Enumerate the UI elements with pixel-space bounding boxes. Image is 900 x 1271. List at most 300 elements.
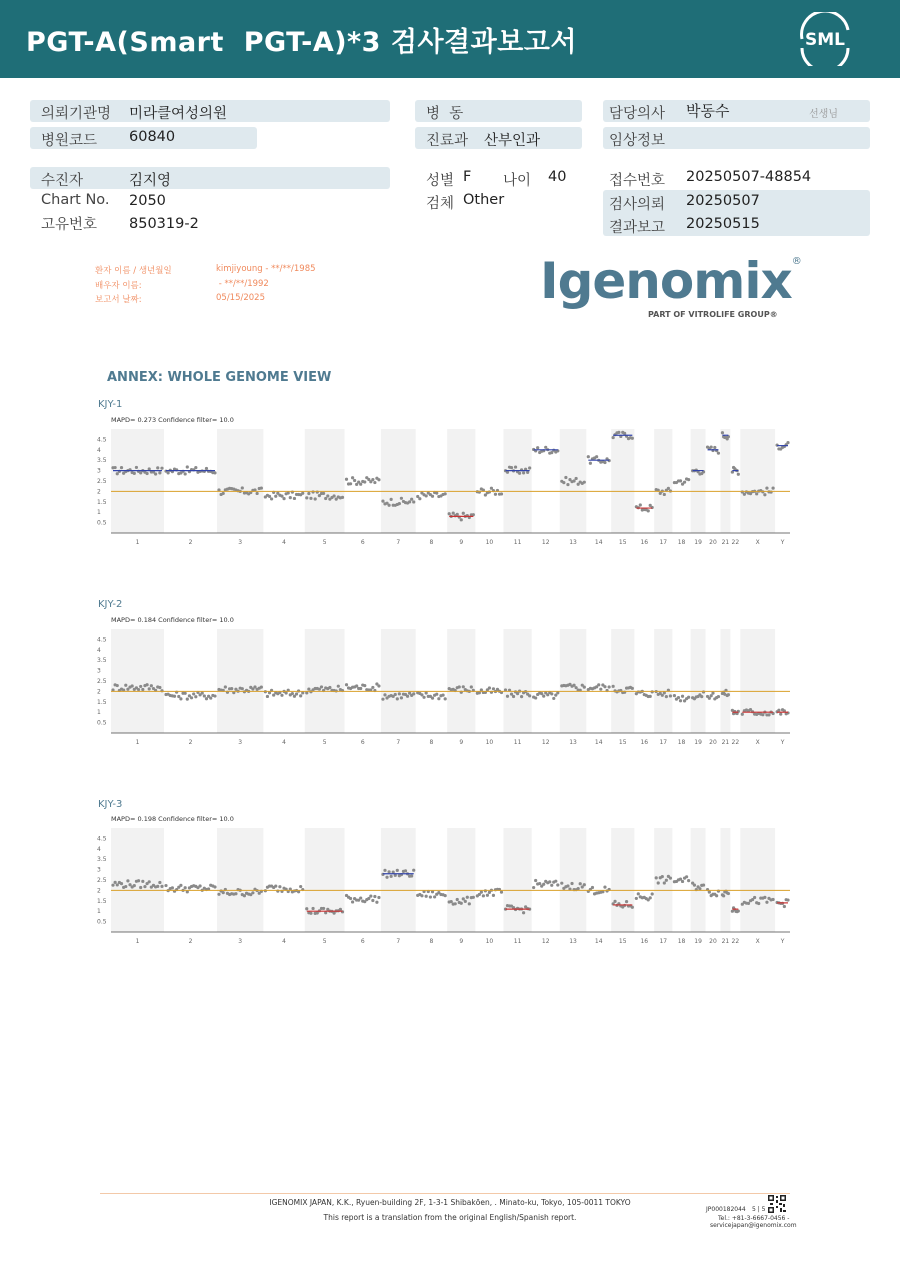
data-point	[741, 713, 744, 716]
x-tick-label: 14	[594, 539, 603, 546]
data-point	[201, 691, 204, 694]
data-point	[528, 694, 531, 697]
data-point	[311, 907, 314, 910]
data-point	[137, 688, 140, 691]
data-point	[710, 445, 713, 448]
data-point	[631, 437, 634, 440]
chromosome-band	[381, 629, 416, 733]
data-point	[510, 466, 513, 469]
data-point	[345, 683, 348, 686]
data-point	[657, 881, 660, 884]
data-point	[488, 686, 491, 689]
meta-patient-label: 환자 이름 / 생년월일	[95, 266, 172, 276]
meta-spouse-label: 배우자 이름:	[95, 281, 142, 291]
doctor-label: 담당의사	[609, 106, 666, 122]
igenomix-logo-text: Igenomix	[540, 252, 792, 310]
data-point	[722, 894, 725, 897]
data-point	[550, 692, 553, 695]
data-point	[337, 685, 340, 688]
hospital-code-label: 병원코드	[41, 133, 98, 149]
data-point	[435, 693, 438, 696]
x-tick-label: 12	[541, 539, 550, 546]
data-point	[332, 494, 335, 497]
data-point	[649, 695, 652, 698]
data-point	[482, 894, 485, 897]
data-point	[635, 897, 638, 900]
data-point	[156, 885, 159, 888]
x-tick-label: 12	[541, 938, 550, 945]
x-tick-label: 20	[709, 739, 717, 746]
x-tick-label: 1	[135, 938, 140, 945]
data-point	[572, 479, 575, 482]
data-point	[506, 695, 509, 698]
data-point	[599, 688, 602, 691]
data-point	[667, 487, 670, 490]
data-point	[410, 874, 413, 877]
data-point	[526, 471, 529, 474]
data-point	[589, 462, 592, 465]
chromosome-band	[503, 828, 531, 932]
x-tick-label: 4	[282, 539, 286, 546]
y-tick-label: 3	[97, 467, 101, 475]
y-tick-label: 3	[97, 667, 101, 675]
data-point	[126, 879, 129, 882]
data-point	[651, 690, 654, 693]
data-point	[540, 692, 543, 695]
y-tick-label: 1.5	[97, 498, 107, 506]
data-point	[462, 512, 465, 515]
data-point	[717, 695, 720, 698]
data-point	[186, 698, 189, 701]
chart-2-subtitle: MAPD= 0.184 Confidence filter= 10.0	[111, 616, 234, 624]
data-point	[786, 898, 789, 901]
data-point	[305, 496, 308, 499]
data-point	[583, 685, 586, 688]
data-point	[213, 471, 216, 474]
data-point	[663, 493, 666, 496]
data-point	[322, 492, 325, 495]
request-value: 20250507	[686, 193, 760, 209]
data-point	[617, 431, 620, 434]
data-point	[141, 880, 144, 883]
data-point	[528, 466, 531, 469]
x-tick-label: 9	[459, 938, 464, 945]
data-point	[396, 869, 399, 872]
chromosome-band	[611, 828, 634, 932]
data-point	[282, 497, 285, 500]
data-point	[371, 478, 374, 481]
data-point	[295, 692, 298, 695]
data-point	[158, 471, 161, 474]
id-value: 850319-2	[129, 216, 199, 232]
data-point	[702, 883, 705, 886]
data-point	[274, 885, 277, 888]
data-point	[542, 694, 545, 697]
x-tick-label: 6	[360, 739, 365, 746]
data-point	[359, 483, 362, 486]
x-tick-label: 15	[618, 739, 627, 746]
specimen-value: Other	[463, 192, 505, 208]
chart-no-value: 2050	[129, 193, 166, 209]
x-tick-label: 3	[238, 938, 243, 945]
x-tick-label: 11	[513, 938, 522, 945]
x-tick-label: 22	[731, 739, 740, 746]
x-tick-label: 2	[188, 539, 193, 546]
chromosome-band	[503, 629, 531, 733]
data-point	[341, 496, 344, 499]
data-point	[661, 694, 664, 697]
x-tick-label: 4	[282, 938, 286, 945]
data-point	[702, 690, 705, 693]
data-point	[717, 452, 720, 455]
data-point	[184, 472, 187, 475]
x-tick-label: 14	[594, 739, 603, 746]
data-point	[377, 478, 380, 481]
report-value: 20250515	[686, 216, 760, 232]
data-point	[552, 697, 555, 700]
data-point	[293, 497, 296, 500]
data-point	[412, 500, 415, 503]
data-point	[468, 902, 471, 905]
data-point	[747, 902, 750, 905]
data-point	[373, 481, 376, 484]
data-point	[665, 695, 668, 698]
chromosome-band	[611, 629, 634, 733]
data-point	[280, 495, 283, 498]
data-point	[536, 446, 539, 449]
chromosome-band	[111, 429, 164, 533]
y-tick-label: 0.5	[97, 918, 107, 926]
meta-date-label: 보고서 날짜:	[95, 295, 142, 305]
data-point	[681, 880, 684, 883]
data-point	[371, 899, 374, 902]
doctor-value: 박동수	[686, 102, 730, 120]
data-point	[753, 896, 756, 899]
y-tick-label: 2.5	[97, 877, 107, 884]
data-point	[158, 686, 161, 689]
data-point	[737, 473, 740, 476]
qr-code-icon	[767, 1194, 787, 1214]
x-tick-label: 16	[640, 739, 649, 746]
data-point	[410, 498, 413, 501]
data-point	[677, 696, 680, 699]
data-point	[542, 883, 545, 886]
data-point	[251, 891, 254, 894]
data-point	[532, 886, 535, 889]
data-point	[480, 891, 483, 894]
data-point	[371, 686, 374, 689]
data-point	[205, 467, 208, 470]
y-tick-label: 2.5	[97, 478, 107, 485]
data-point	[154, 472, 157, 475]
data-point	[137, 879, 140, 882]
sml-logo	[796, 12, 854, 66]
request-label: 검사의뢰	[609, 197, 666, 213]
x-tick-label: Y	[780, 539, 785, 546]
data-point	[711, 692, 714, 695]
meta-spouse-value: - **/**/1992	[216, 279, 269, 289]
x-tick-label: 7	[396, 938, 401, 945]
x-tick-label: 22	[731, 938, 740, 945]
data-point	[412, 692, 415, 695]
data-point	[311, 490, 314, 493]
data-point	[431, 495, 434, 498]
receipt-value: 20250507-48854	[686, 169, 812, 185]
data-point	[613, 900, 616, 903]
data-point	[429, 895, 432, 898]
data-point	[274, 495, 277, 498]
data-point	[786, 441, 789, 444]
x-tick-label: 18	[677, 938, 686, 945]
data-point	[309, 912, 312, 915]
data-point	[230, 687, 233, 690]
data-point	[124, 885, 127, 888]
x-tick-label: 22	[731, 539, 740, 546]
data-point	[160, 885, 163, 888]
chromosome-band	[217, 629, 263, 733]
data-point	[556, 883, 559, 886]
data-point	[280, 694, 283, 697]
data-point	[603, 685, 606, 688]
x-tick-label: 7	[396, 739, 401, 746]
data-point	[320, 685, 323, 688]
data-point	[124, 684, 127, 687]
x-tick-label: 9	[459, 739, 464, 746]
data-point	[765, 487, 768, 490]
data-point	[260, 685, 263, 688]
x-tick-label: 15	[618, 539, 627, 546]
data-point	[120, 466, 123, 469]
clinical-label: 임상정보	[609, 133, 666, 149]
data-point	[171, 886, 174, 889]
data-point	[669, 876, 672, 879]
y-tick-label: 1	[97, 709, 101, 717]
data-point	[562, 481, 565, 484]
y-tick-label: 1	[97, 908, 101, 916]
y-tick-label: 2	[97, 688, 101, 696]
data-point	[458, 685, 461, 688]
data-point	[661, 875, 664, 878]
data-point	[441, 693, 444, 696]
data-point	[383, 869, 386, 872]
data-point	[351, 900, 354, 903]
data-point	[314, 497, 317, 500]
data-point	[179, 697, 182, 700]
data-point	[349, 897, 352, 900]
data-point	[655, 876, 658, 879]
data-point	[369, 894, 372, 897]
chromosome-band	[447, 629, 475, 733]
chromosome-band	[305, 828, 345, 932]
y-tick-label: 4.5	[97, 636, 107, 644]
data-point	[396, 697, 399, 700]
data-point	[209, 696, 212, 699]
data-point	[454, 902, 457, 905]
chart-2-title: KJY-2	[98, 599, 123, 610]
data-point	[777, 709, 780, 712]
data-point	[241, 687, 244, 690]
data-point	[679, 699, 682, 702]
patient-value: 김지영	[129, 173, 172, 189]
x-tick-label: 10	[485, 739, 494, 746]
data-point	[612, 436, 615, 439]
data-point	[268, 495, 271, 498]
data-point	[631, 687, 634, 690]
data-point	[322, 907, 325, 910]
data-point	[285, 691, 288, 694]
data-point	[133, 884, 136, 887]
y-tick-label: 4	[97, 845, 101, 853]
data-point	[639, 503, 642, 506]
x-tick-label: 3	[238, 739, 243, 746]
x-tick-label: 3	[238, 539, 243, 546]
x-tick-label: 8	[429, 739, 434, 746]
data-point	[687, 696, 690, 699]
chart-2-svg	[95, 623, 795, 748]
data-point	[287, 491, 290, 494]
chart-1-title: KJY-1	[98, 399, 123, 410]
data-point	[431, 697, 434, 700]
data-point	[160, 467, 163, 470]
data-point	[444, 492, 447, 495]
footer-address: IGENOMIX JAPAN, K.K., Ryuen-building 2F, 1-3-1 Shibakōen, . Minato-ku, Tokyo, 105-0011 TOKYO	[269, 1198, 631, 1207]
x-tick-label: 8	[429, 938, 434, 945]
data-point	[148, 880, 151, 883]
data-point	[757, 902, 760, 905]
data-point	[373, 895, 376, 898]
data-point	[700, 695, 703, 698]
data-point	[710, 694, 713, 697]
data-point	[114, 881, 117, 884]
footer-note: This report is a translation from the original English/Spanish report.	[323, 1213, 577, 1222]
data-point	[625, 900, 628, 903]
y-tick-label: 4	[97, 646, 101, 654]
data-point	[116, 684, 119, 687]
data-point	[583, 883, 586, 886]
data-point	[693, 884, 696, 887]
x-tick-label: 8	[429, 539, 434, 546]
data-point	[444, 894, 447, 897]
institution-value: 미라클여성의원	[129, 106, 228, 122]
chromosome-band	[720, 429, 730, 533]
data-point	[698, 887, 701, 890]
data-point	[145, 472, 148, 475]
chromosome-band	[691, 429, 706, 533]
data-point	[234, 892, 237, 895]
id-label: 고유번호	[41, 217, 98, 233]
data-point	[575, 477, 578, 480]
data-point	[437, 697, 440, 700]
data-point	[266, 695, 269, 698]
footer-tel: Tel.: +81-3-6667-0456 -	[718, 1215, 790, 1222]
data-point	[377, 896, 380, 899]
data-point	[177, 695, 180, 698]
x-tick-label: 13	[569, 938, 577, 945]
data-point	[516, 692, 519, 695]
receipt-label: 접수번호	[609, 173, 666, 189]
data-point	[387, 504, 390, 507]
meta-patient-value: kimjiyoung - **/**/1985	[216, 264, 316, 274]
y-tick-label: 3.5	[97, 856, 107, 864]
data-point	[150, 684, 153, 687]
data-point	[167, 471, 170, 474]
data-point	[422, 696, 425, 699]
data-point	[148, 687, 151, 690]
data-point	[116, 883, 119, 886]
x-tick-label: 17	[659, 539, 668, 546]
data-point	[359, 687, 362, 690]
data-point	[256, 492, 259, 495]
data-point	[299, 885, 302, 888]
data-point	[737, 909, 740, 912]
y-tick-label: 3.5	[97, 457, 107, 465]
chromosome-band	[503, 429, 531, 533]
chromosome-band	[611, 429, 634, 533]
data-point	[512, 695, 515, 698]
data-point	[763, 896, 766, 899]
y-tick-label: 4	[97, 446, 101, 454]
chromosome-band	[740, 828, 775, 932]
chromosome-band	[691, 629, 706, 733]
footer-doc-id: JP000182044	[706, 1206, 746, 1213]
data-point	[651, 892, 654, 895]
specimen-label: 검체	[426, 196, 455, 212]
x-tick-label: 6	[360, 938, 365, 945]
data-point	[190, 696, 193, 699]
data-point	[683, 481, 686, 484]
data-point	[305, 907, 308, 910]
data-point	[184, 692, 187, 695]
x-tick-label: 18	[677, 539, 686, 546]
chromosome-band	[740, 629, 775, 733]
data-point	[141, 688, 144, 691]
data-point	[721, 431, 724, 434]
data-point	[184, 886, 187, 889]
x-tick-label: 11	[513, 739, 522, 746]
data-point	[456, 898, 459, 901]
x-tick-label: 21	[721, 539, 730, 546]
x-tick-label: 17	[659, 938, 668, 945]
data-point	[534, 696, 537, 699]
data-point	[761, 713, 764, 716]
data-point	[404, 869, 407, 872]
data-point	[278, 885, 281, 888]
x-tick-label: 12	[541, 739, 550, 746]
chromosome-band	[381, 429, 416, 533]
x-tick-label: 10	[485, 539, 494, 546]
data-point	[375, 901, 378, 904]
chromosome-band	[305, 629, 345, 733]
dept-label: 진료과	[426, 133, 469, 149]
data-point	[681, 695, 684, 698]
data-point	[328, 686, 331, 689]
y-tick-label: 1.5	[97, 698, 107, 706]
data-point	[612, 685, 615, 688]
x-tick-label: 16	[640, 539, 649, 546]
report-label: 결과보고	[609, 220, 666, 236]
data-point	[579, 882, 582, 885]
data-point	[631, 906, 634, 909]
x-tick-label: Y	[780, 938, 785, 945]
data-point	[550, 884, 553, 887]
y-tick-label: 4.5	[97, 835, 107, 843]
data-point	[349, 482, 352, 485]
x-tick-label: 16	[640, 938, 649, 945]
data-point	[771, 898, 774, 901]
x-tick-label: Y	[780, 739, 785, 746]
y-tick-label: 0.5	[97, 719, 107, 727]
data-point	[587, 455, 590, 458]
